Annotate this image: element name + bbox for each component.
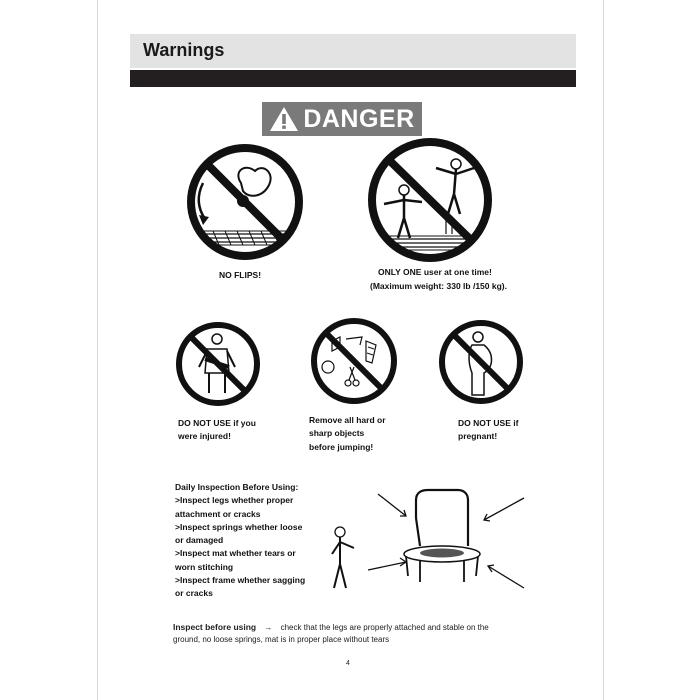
inspection-illustration bbox=[318, 484, 528, 600]
injured-line1: DO NOT USE if you bbox=[178, 418, 256, 428]
danger-banner bbox=[262, 102, 422, 136]
sharp-line3: before jumping! bbox=[309, 441, 374, 452]
danger-label: DANGER bbox=[303, 104, 415, 133]
inspection-line: or cracks bbox=[175, 588, 213, 599]
no-use-if-pregnant-icon bbox=[438, 319, 524, 405]
section-header bbox=[130, 34, 576, 68]
no-flips-label: NO FLIPS! bbox=[219, 270, 262, 280]
sharp-line1: Remove all hard or bbox=[309, 415, 386, 425]
remove-sharp-objects-icon bbox=[310, 317, 398, 405]
note-line1: check that the legs are properly attached and stable on the bbox=[280, 623, 489, 632]
arrow-icon bbox=[368, 494, 524, 588]
section-title: Warnings bbox=[143, 40, 225, 60]
trampoline-icon bbox=[404, 490, 480, 582]
note-line2: ground, no loose springs, mat is in proper place without tears bbox=[173, 635, 390, 644]
no-use-if-injured-icon bbox=[175, 321, 261, 407]
inspection-line: >Inspect mat whether tears or bbox=[175, 548, 296, 559]
injured-warning bbox=[178, 417, 256, 444]
one-user-label-line1: ONLY ONE user at one time! bbox=[378, 267, 492, 277]
inspection-title: Daily Inspection Before Using: bbox=[175, 482, 299, 492]
sharp-objects-warning bbox=[309, 414, 386, 454]
one-user-label-line2: (Maximum weight: 330 lb /150 kg). bbox=[370, 281, 507, 291]
inspection-line: or damaged bbox=[175, 535, 224, 546]
inspect-before-using-note bbox=[173, 621, 533, 646]
page-number: 4 bbox=[346, 660, 350, 667]
one-user-icon bbox=[366, 138, 496, 262]
inspector-person-icon bbox=[332, 527, 354, 588]
inspect-before-using-label: Inspect before using bbox=[173, 622, 257, 632]
inspection-line: >Inspect legs whether proper bbox=[175, 495, 294, 506]
warning-triangle-icon bbox=[269, 106, 299, 132]
inspection-line: worn stitching bbox=[175, 561, 234, 572]
no-flips-icon bbox=[183, 143, 311, 263]
pregnant-warning bbox=[458, 417, 518, 444]
inspection-line: >Inspect frame whether sagging bbox=[175, 575, 306, 586]
pregnant-line2: pregnant! bbox=[458, 431, 498, 442]
header-divider-bar bbox=[130, 70, 576, 87]
daily-inspection-list bbox=[175, 481, 305, 601]
injured-line2: were injured! bbox=[178, 431, 231, 442]
pregnant-line1: DO NOT USE if bbox=[458, 418, 519, 428]
inspection-line: attachment or cracks bbox=[175, 508, 261, 519]
arrow-right-icon: → bbox=[264, 623, 273, 632]
inspection-line: >Inspect springs whether loose bbox=[175, 521, 303, 532]
sharp-line2: sharp objects bbox=[309, 428, 365, 439]
